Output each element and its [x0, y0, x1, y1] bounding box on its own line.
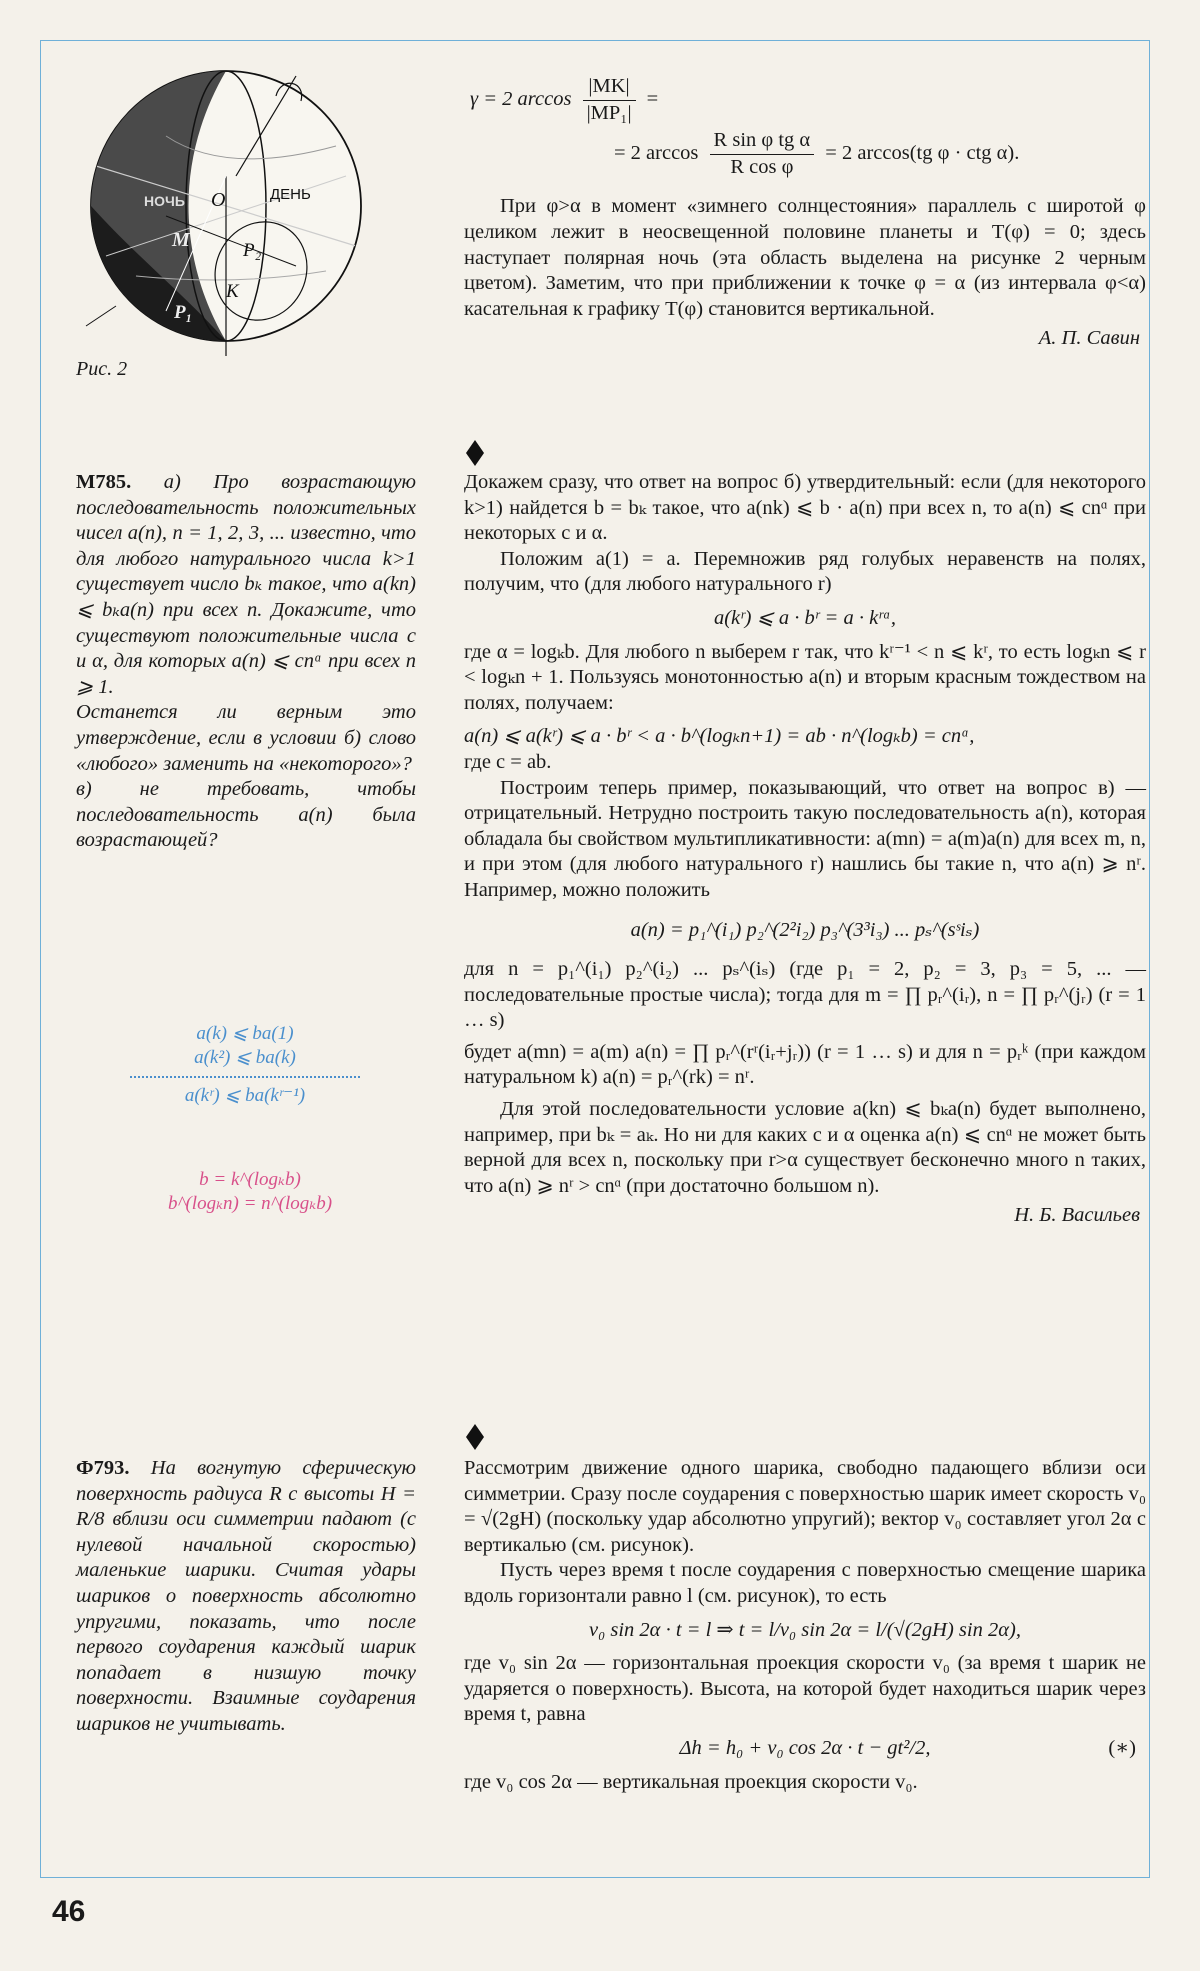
author-savin: А. П. Савин	[1038, 327, 1140, 350]
margin-note-blue	[130, 1022, 360, 1108]
problem-label-m785: М785.	[76, 471, 132, 493]
solution-m785-p2: Положим a(1) = a. Перемножив ряд голубых неравенств на полях, получим, что (для любого натурального r)	[464, 547, 1146, 596]
point-p2: P₂	[243, 240, 262, 261]
dotted-divider	[130, 1076, 360, 1078]
solution-f793-p4: где v₀ cos 2α — вертикальная проекция скорости v₀.	[464, 1770, 918, 1793]
author-vasiliev: Н. Б. Васильев	[1014, 1204, 1140, 1227]
equation-tag: (∗)	[1108, 1736, 1136, 1759]
solution-m785-p6: для n = p₁^(i₁) p₂^(i₂) ... pₛ^(iₛ) (где p₁ = 2, p₂ = 3, p₃ = 5, ... — последовательные простые числа); тогда для m = ∏ pᵣ^(iᵣ), n = ∏ pᵣ^(jᵣ) (r = 1 … s)	[464, 958, 1146, 1032]
blue-ineq-3: a(kʳ) ⩽ ba(kʳ⁻¹)	[184, 1085, 306, 1106]
solution-f793-f2-row	[464, 1736, 1146, 1762]
solution-f793-p1: Рассмотрим движение одного шарика, свободно падающего вблизи оси симметрии. Сразу после соударения с поверхностью шарик имеет скорость v₀ = √(2gH) (поскольку удар абсолютно упругий); вектор v₀ составляет угол 2α с вертикалью (см. рисунок).	[464, 1457, 1146, 1556]
blue-ineq-2: a(k²) ⩽ ba(k)	[194, 1047, 296, 1068]
figure-caption: Рис. 2	[76, 358, 128, 380]
night-label: НОЧЬ	[144, 193, 185, 209]
globe-diagram	[76, 56, 376, 356]
solution-f793-p3: где v₀ sin 2α — горизонтальная проекция скорости v₀ (за время t шарик не ударяется о поверхность). Высота, на которой будет находиться шарик через время t, равна	[464, 1652, 1146, 1726]
problem-text-m785-c: в) не требовать, чтобы последовательность a(n) была возрастающей?	[76, 778, 416, 852]
solution-m785-f3: a(n) = p₁^(i₁) p₂^(2²i₂) p₃^(3³i₃) ... pₛ^(sˢiₛ)	[630, 918, 980, 941]
margin-note-red	[150, 1168, 350, 1216]
solution-m785-p7: будет a(mn) = a(m) a(n) = ∏ pᵣ^(rʳ(iᵣ+jᵣ)) (r = 1 … s) и для n = pᵣᵏ (при каждом натуральном k) a(n) = pᵣ^(rk) = nʳ.	[464, 1040, 1146, 1089]
problem-f793	[76, 1456, 416, 1738]
solution-m785	[464, 470, 1146, 1229]
problem-text-f793: На вогнутую сферическую поверхность радиуса R с высоты H = R/8 вблизи оси симметрии падают (с нулевой начальной скоростью) маленькие шарики. Считая удары шариков о поверхность абсолютно упругими, показать, что после первого соударения каждый шарик попадает в низшую точку поверхности. Взаимные соударения шариков не учитывать.	[76, 1457, 417, 1735]
solution-m785-f1: a(kʳ) ⩽ a · bʳ = a · kʳᵅ,	[713, 606, 897, 629]
solution-m785-p1: Докажем сразу, что ответ на вопрос б) утвердительный: если (для некоторого k>1) найдется b = bₖ такое, что a(nk) ⩽ b · a(n) при всех n, то a(n) ⩽ cnᵅ при некоторых c и α.	[464, 471, 1146, 545]
solution-f793-p2: Пусть через время t после соударения с поверхностью смещение шарика вдоль горизонтали равно l (см. рисунок), то есть	[464, 1559, 1146, 1607]
solution-f793-f2: Δh = h₀ + v₀ cos 2α · t − gt²/2,	[679, 1736, 931, 1759]
solution-f793-f1: v₀ sin 2α · t = l ⇒ t = l/v₀ sin 2α = l/(√(2gH) sin 2α),	[589, 1618, 1021, 1641]
formula-gamma-2: = 2 arccos $\frac{\text{R sin φ tg α}}{\text{R cos φ}}$ = 2 arccos(tg φ · ctg α).	[614, 129, 1020, 178]
day-label: ДЕНЬ	[270, 186, 311, 203]
problem-m785	[76, 470, 416, 854]
problem-text-m785-b: Останется ли верным это утверждение, если в условии б) слово «любого» заменить на «некоторого»?	[76, 701, 416, 775]
savin-solution-end	[464, 74, 1146, 352]
solution-m785-p3: где α = logₖb. Для любого n выберем r так, что kʳ⁻¹ < n ⩽ kʳ, то есть logₖn ⩽ r < logₖn + 1. Пользуясь монотонностью a(n) и вторым красным тождеством на полях, получаем:	[464, 640, 1146, 714]
section-diamond-icon	[466, 1424, 484, 1450]
point-m: M	[172, 229, 190, 251]
solution-m785-p8: Для этой последовательности условие a(kn) ⩽ bₖa(n) будет выполнено, например, при bₖ = aₖ. Но ни для каких c и α оценка a(n) ⩽ cnᵅ не может быть верной для всех n, поскольку при r>α существует бесконечно много n таких, что a(n) ⩾ nʳ > cnᵅ (при достаточно большом n).	[464, 1098, 1146, 1197]
point-o: O	[211, 189, 226, 211]
problem-label-f793: Ф793.	[76, 1457, 130, 1479]
solution-m785-f2: a(n) ⩽ a(kʳ) ⩽ a · bʳ < a · b^(logₖn+1) = ab · n^(logₖb) = cnᵅ,	[464, 725, 975, 748]
formula-gamma-1: γ = 2 arccos $\frac{|MK|}{\text{|MP₁|}}$ =	[470, 75, 659, 124]
section-diamond-icon	[466, 440, 484, 466]
polar-night-paragraph: При φ>α в момент «зимнего солнцестояния» параллель с широтой φ целиком лежит в неосвещенной половине планеты и T(φ) = 0; здесь наступает полярная ночь (эта область выделена на рисунке 2 черным цветом). Заметим, что при приближении к точке φ = α (из интервала φ<α) касательная к графику T(φ) становится вертикальной.	[464, 195, 1146, 320]
solution-m785-p4: где c = ab.	[464, 750, 552, 773]
solution-f793	[464, 1456, 1146, 1795]
page-number: 46	[52, 1895, 86, 1928]
red-identity-2: b^(logₖn) = n^(logₖb)	[167, 1193, 333, 1214]
problem-text-m785: а) Про возрастающую последовательность положительных чисел a(n), n = 1, 2, 3, ... известно, что для любого натурального числа k>1 существует число bₖ такое, что a(kn) ⩽ bₖa(n) при всех n. Докажите, что существуют положительные числа c и α, для которых a(n) ⩽ cnᵅ при всех n ⩾ 1.	[76, 471, 417, 698]
globe-figure	[76, 56, 376, 356]
point-p1: P₁	[174, 302, 193, 323]
red-identity-1: b = k^(logₖb)	[199, 1169, 301, 1190]
solution-m785-p5: Построим теперь пример, показывающий, что ответ на вопрос в) — отрицательный. Нетрудно построить такую последовательность a(n), которая обладала бы свойством мультипликативности: a(mn) = a(m)a(n) для всех m, n, и при этом (для любого натурального r) нашлись бы такие n, что a(n) ⩾ nʳ. Например, можно положить	[464, 776, 1146, 901]
point-k: K	[226, 281, 239, 302]
blue-ineq-1: a(k) ⩽ ba(1)	[196, 1023, 294, 1044]
